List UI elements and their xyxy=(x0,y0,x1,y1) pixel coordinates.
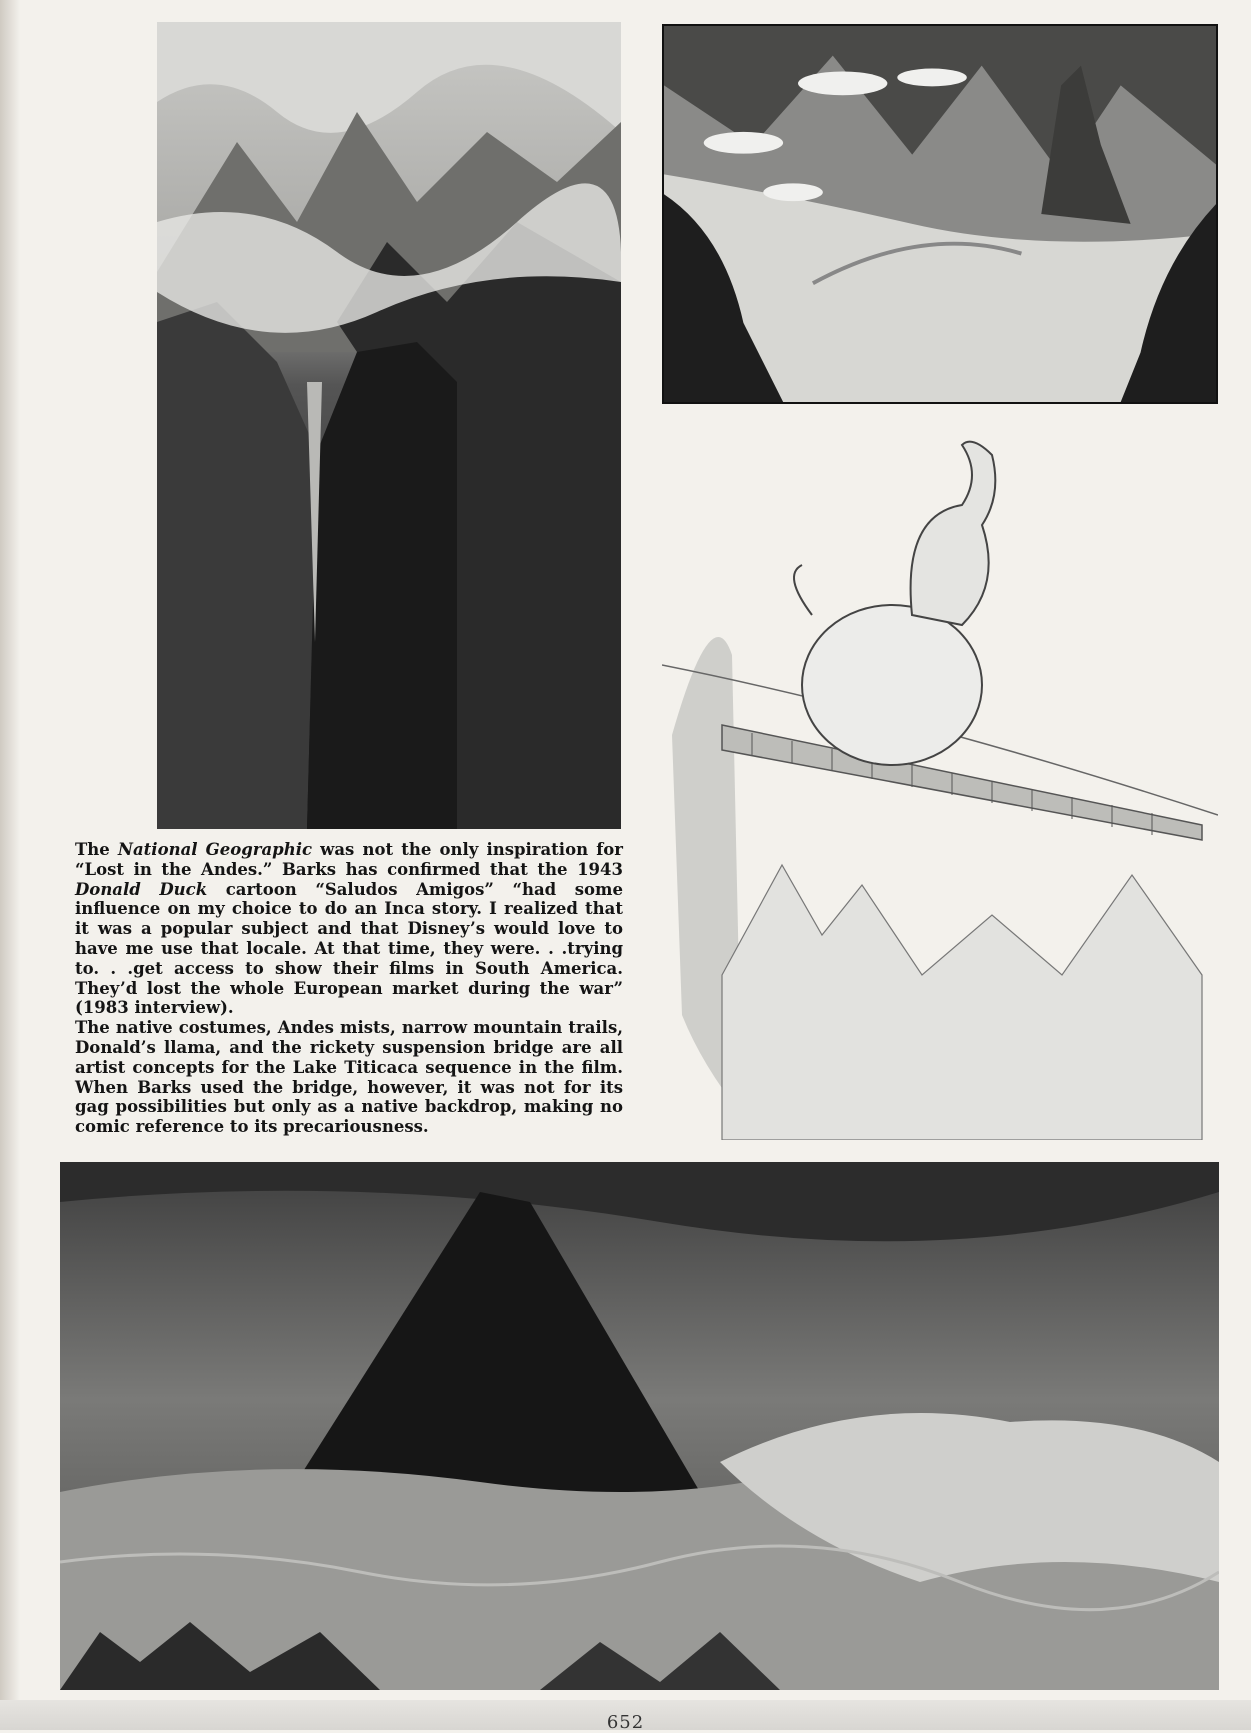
caption-text: cartoon “Saludos Amigos” “had some influence on my choice to do an Inca story. I realized that it was a popular subject and that Disney’s would love to have me use that locale. At that time, they were. . .trying to. . .get access to show their films in South America. They’d lost the whole European market during the war” (1983 interview). xyxy=(75,879,623,1018)
page-edge-shadow xyxy=(0,0,20,1730)
andes-village-painting xyxy=(662,24,1218,404)
caption-text-italic: Donald Duck xyxy=(75,879,208,899)
caption-text: The xyxy=(75,840,118,859)
caption-text-italic: National Geographic xyxy=(117,840,313,859)
llama-bridge-sketch xyxy=(662,415,1218,1140)
andes-peak-clouds-painting xyxy=(60,1162,1219,1690)
andes-valley-painting xyxy=(157,22,621,829)
page-number: 652 xyxy=(606,1712,645,1733)
caption-paragraph-1 xyxy=(75,840,623,1018)
caption-text-block xyxy=(75,840,623,1137)
caption-text: was not the only inspiration for “Lost in the Andes.” Barks has confirmed that the 1943 xyxy=(75,840,623,879)
caption-paragraph-2: The native costumes, Andes mists, narrow mountain trails, Donald’s llama, and the rickety suspension bridge are all artist concepts for the Lake Titicaca sequence in the film. When Barks used the bridge, however, it was not for its gag possibilities but only as a native backdrop, making no comic reference to its precariousness. xyxy=(75,1018,623,1137)
